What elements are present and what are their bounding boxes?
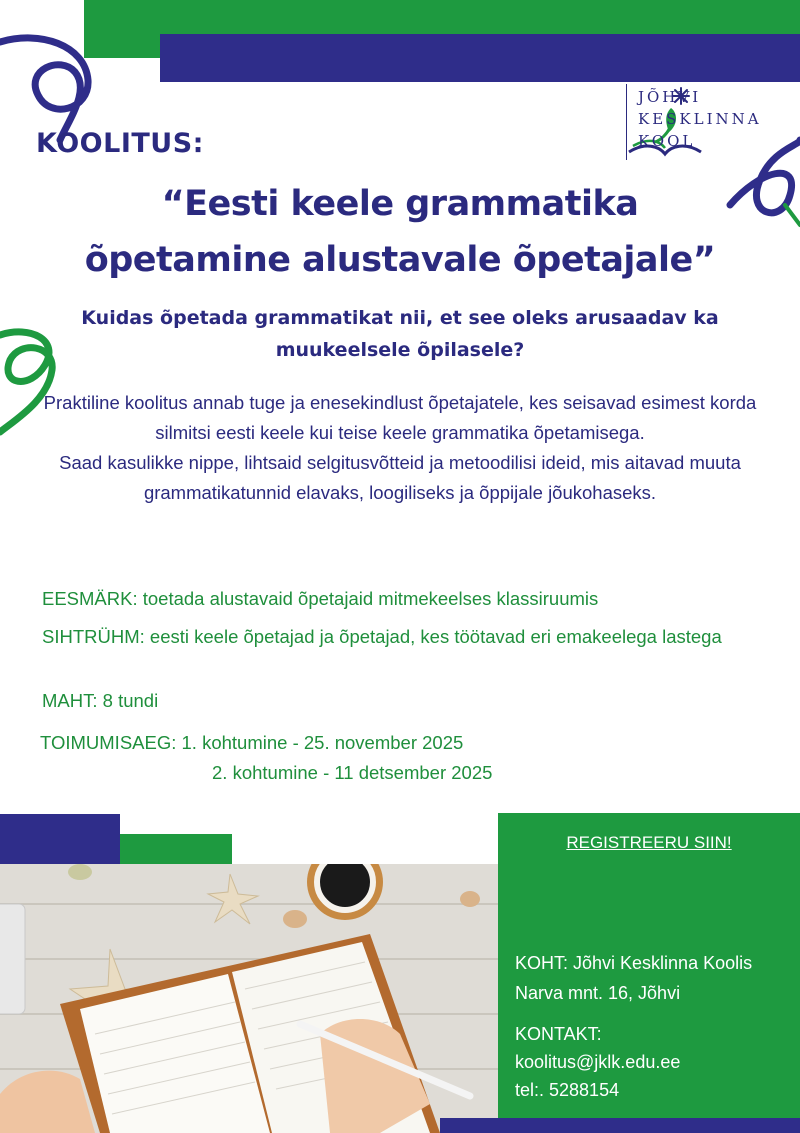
contact-phone[interactable]: tel:. 5288154 — [515, 1080, 620, 1100]
mid-navy-bar — [0, 814, 120, 864]
logo-divider — [626, 84, 627, 160]
goal-text: EESMÄRK: toetada alustavaid õpetajaid mitmekeelses klassiruumis — [42, 588, 599, 609]
register-link[interactable]: REGISTREERU SIIN! — [566, 833, 732, 852]
schedule-text — [40, 728, 765, 788]
schedule-line-1: TOIMUMISAEG: 1. kohtumine - 25. november 2025 — [40, 732, 464, 753]
intro-paragraph-2: Saad kasulikke nippe, lihtsaid selgitusvõtteid ja metoodilisi ideid, mis aitavad muuta grammatikatunnid elavaks, loogiliseks ja õppijale jõukohaseks. — [59, 452, 741, 503]
volume-text: MAHT: 8 tundi — [42, 690, 159, 711]
location-line-2: Narva mnt. 16, Jõhvi — [515, 983, 681, 1003]
schedule-line-2: 2. kohtumine - 11 detsember 2025 — [212, 762, 493, 783]
logo-line-2: KESKLINNA — [638, 110, 762, 128]
contact-info — [515, 1020, 680, 1104]
logo-line-1: JÕHVI — [638, 88, 702, 106]
school-logo-text — [638, 86, 762, 152]
contact-email[interactable]: koolitus@jklk.edu.ee — [515, 1052, 681, 1072]
page-subtitle: Kuidas õpetada grammatikat nii, et see oleks arusaadav ka muukeelsele õpilasele? — [81, 307, 719, 361]
bottom-navy-bar — [440, 1118, 800, 1133]
event-kicker: KOOLITUS: — [36, 128, 204, 159]
location-info — [515, 948, 752, 1008]
mid-green-bar — [120, 834, 232, 864]
audience-text: SIHTRÜHM: eesti keele õpetajad ja õpetajad, kes töötavad eri emakeelega lastega — [42, 626, 722, 647]
intro-text — [30, 388, 770, 508]
location-line-1: KOHT: Jõhvi Kesklinna Koolis — [515, 953, 753, 973]
logo-line-3: KOOL — [638, 132, 696, 150]
contact-label: KONTAKT: — [515, 1024, 602, 1044]
page-title: “Eesti keele grammatika õpetamine alustavale õpetajale” — [84, 184, 716, 280]
intro-paragraph-1: Praktiline koolitus annab tuge ja enesekindlust õpetajatele, kes seisavad esimest korda silmitsi eesti keele kui teise keele grammatika õpetamisega. — [43, 392, 757, 443]
desk-photo — [0, 864, 498, 1133]
